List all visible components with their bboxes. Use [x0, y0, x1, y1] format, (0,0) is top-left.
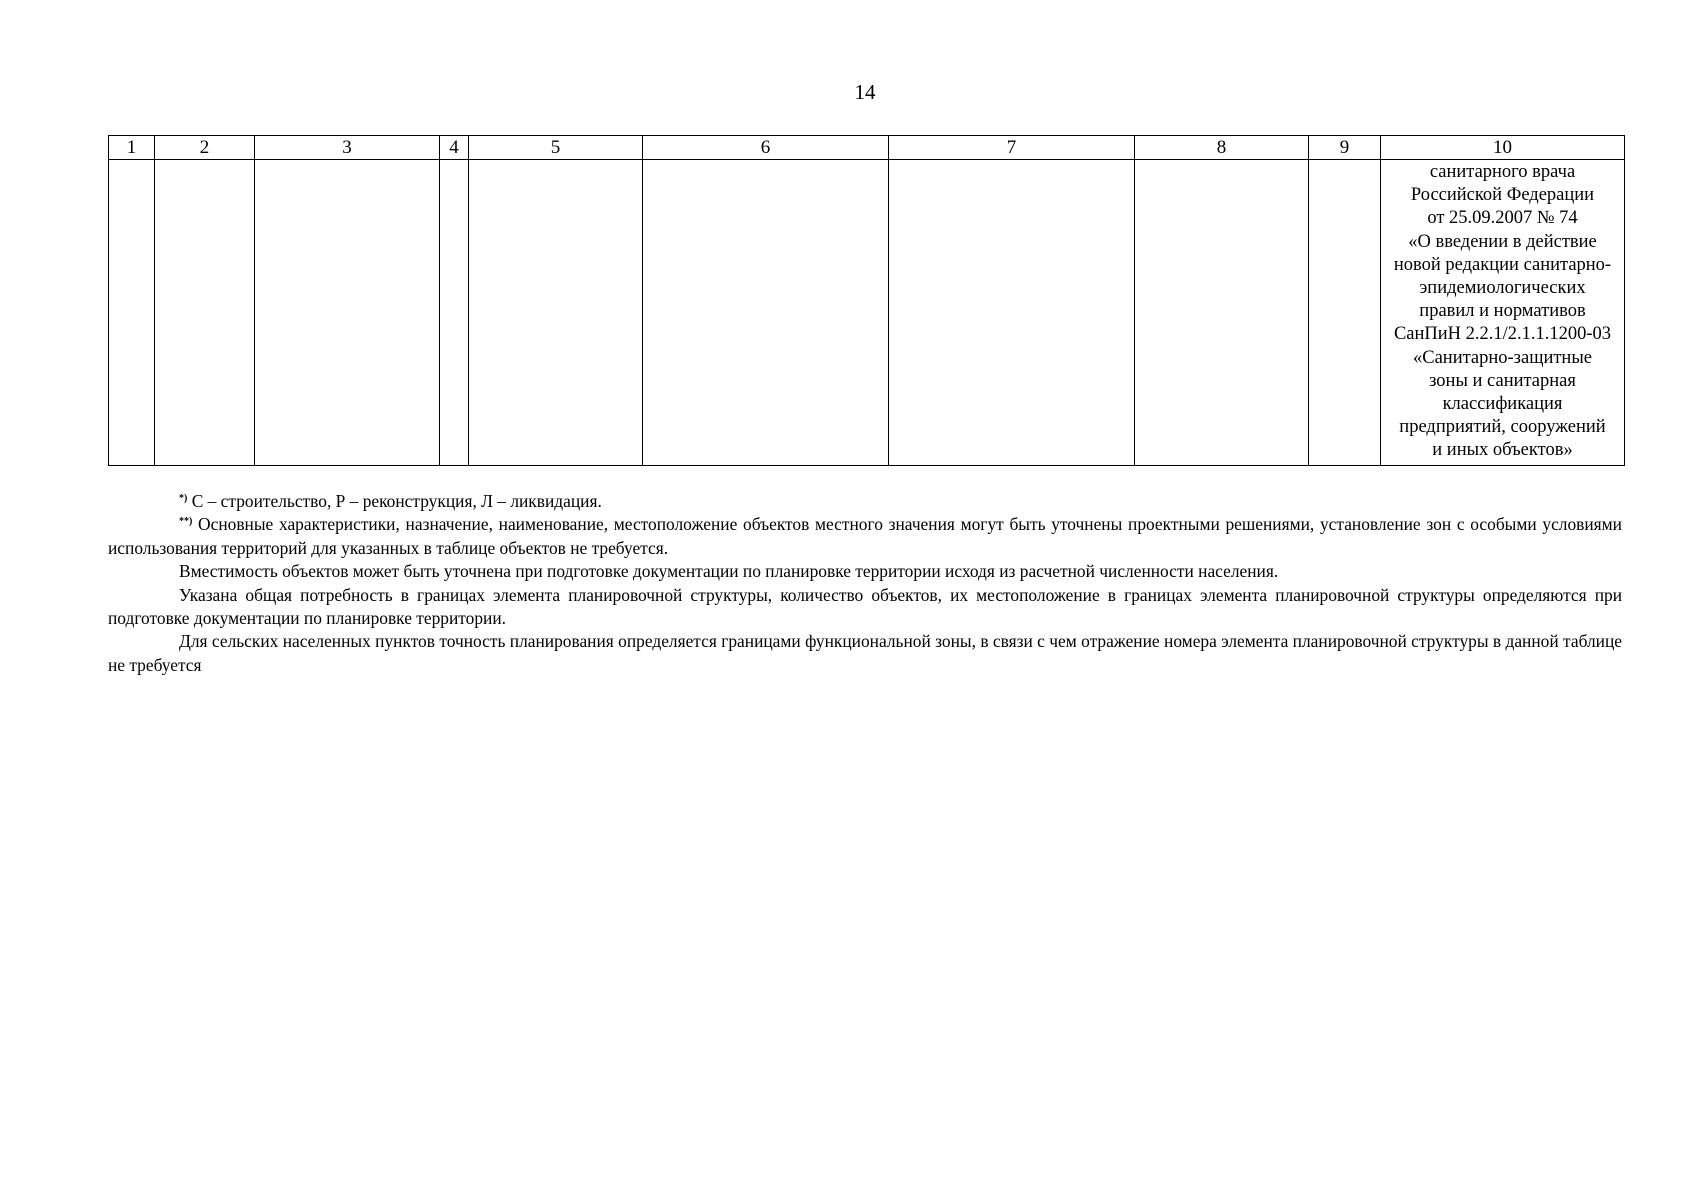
column-header-9: 9	[1309, 136, 1381, 160]
col10-line: санитарного врача	[1429, 162, 1576, 182]
column-header-2: 2	[155, 136, 255, 160]
column-header-8: 8	[1135, 136, 1309, 160]
column-header-7: 7	[889, 136, 1135, 160]
table-cell-col4	[440, 160, 469, 466]
col10-line: от 25.09.2007 № 74	[1427, 208, 1578, 229]
col10-line: классификация	[1442, 394, 1563, 415]
table-cell-col1	[109, 160, 155, 466]
note-demand: Указана общая потребность в границах элемента планировочной структуры, количество объектов, их местоположение в границах элемента планировочной структуры определяются при подготовке документации по планировке территории.	[108, 584, 1622, 629]
table-cell-col7	[889, 160, 1135, 466]
table-cell-col6	[643, 160, 889, 466]
footnote-2-text: Основные характеристики, назначение, наименование, местоположение объектов местного значения могут быть уточнены проектными решениями, установление зон с особыми условиями использования территорий для указанных в таблице объектов не требуется.	[108, 514, 1622, 558]
col10-line: «О введении в действие	[1408, 231, 1597, 252]
column-header-3: 3	[255, 136, 440, 160]
footnotes	[108, 490, 1622, 677]
col10-line: и иных объектов»	[1432, 440, 1573, 461]
column-header-5: 5	[469, 136, 643, 160]
column-header-4: 4	[440, 136, 469, 160]
note-rural-settlements: Для сельских населенных пунктов точность планирования определяется границами функциональной зоны, в связи с чем отражение номера элемента планировочной структуры в данной таблице не требуется	[108, 631, 1622, 675]
col10-text	[1381, 160, 1624, 463]
col10-line: правил и нормативов	[1419, 301, 1586, 322]
col10-line: СанПиН 2.2.1/2.1.1.1200-03	[1393, 324, 1612, 345]
table-cell-col5	[469, 160, 643, 466]
footnote-2	[108, 513, 1622, 560]
page-number: 14	[854, 80, 876, 104]
table-cell-col10	[1381, 160, 1625, 466]
col10-line: предприятий, сооружений	[1399, 417, 1606, 438]
table-cell-col3	[255, 160, 440, 466]
col10-line: Российской Федерации	[1410, 185, 1595, 206]
footnote-1-text: С – строительство, Р – реконструкция, Л – ликвидация.	[187, 491, 602, 511]
data-table	[108, 135, 1625, 466]
col10-line: эпидемиологических	[1419, 278, 1586, 299]
footnote-2-mark: **)	[179, 516, 193, 528]
table-cell-col2	[155, 160, 255, 466]
column-header-10: 10	[1381, 136, 1625, 160]
table-cell-col8	[1135, 160, 1309, 466]
table-row	[109, 160, 1625, 466]
note-capacity: Вместимость объектов может быть уточнена при подготовке документации по планировке территории исходя из расчетной численности населения.	[179, 561, 1279, 582]
column-header-1: 1	[109, 136, 155, 160]
col10-line: зоны и санитарная	[1429, 370, 1576, 391]
footnote-1	[108, 490, 1622, 513]
col10-line: «Санитарно-защитные	[1413, 347, 1592, 368]
col10-line: новой редакции санитарно-	[1393, 254, 1612, 275]
table-header-row	[109, 136, 1625, 160]
table-cell-col9	[1309, 160, 1381, 466]
column-header-6: 6	[643, 136, 889, 160]
footnote-1-mark: *)	[179, 493, 188, 504]
